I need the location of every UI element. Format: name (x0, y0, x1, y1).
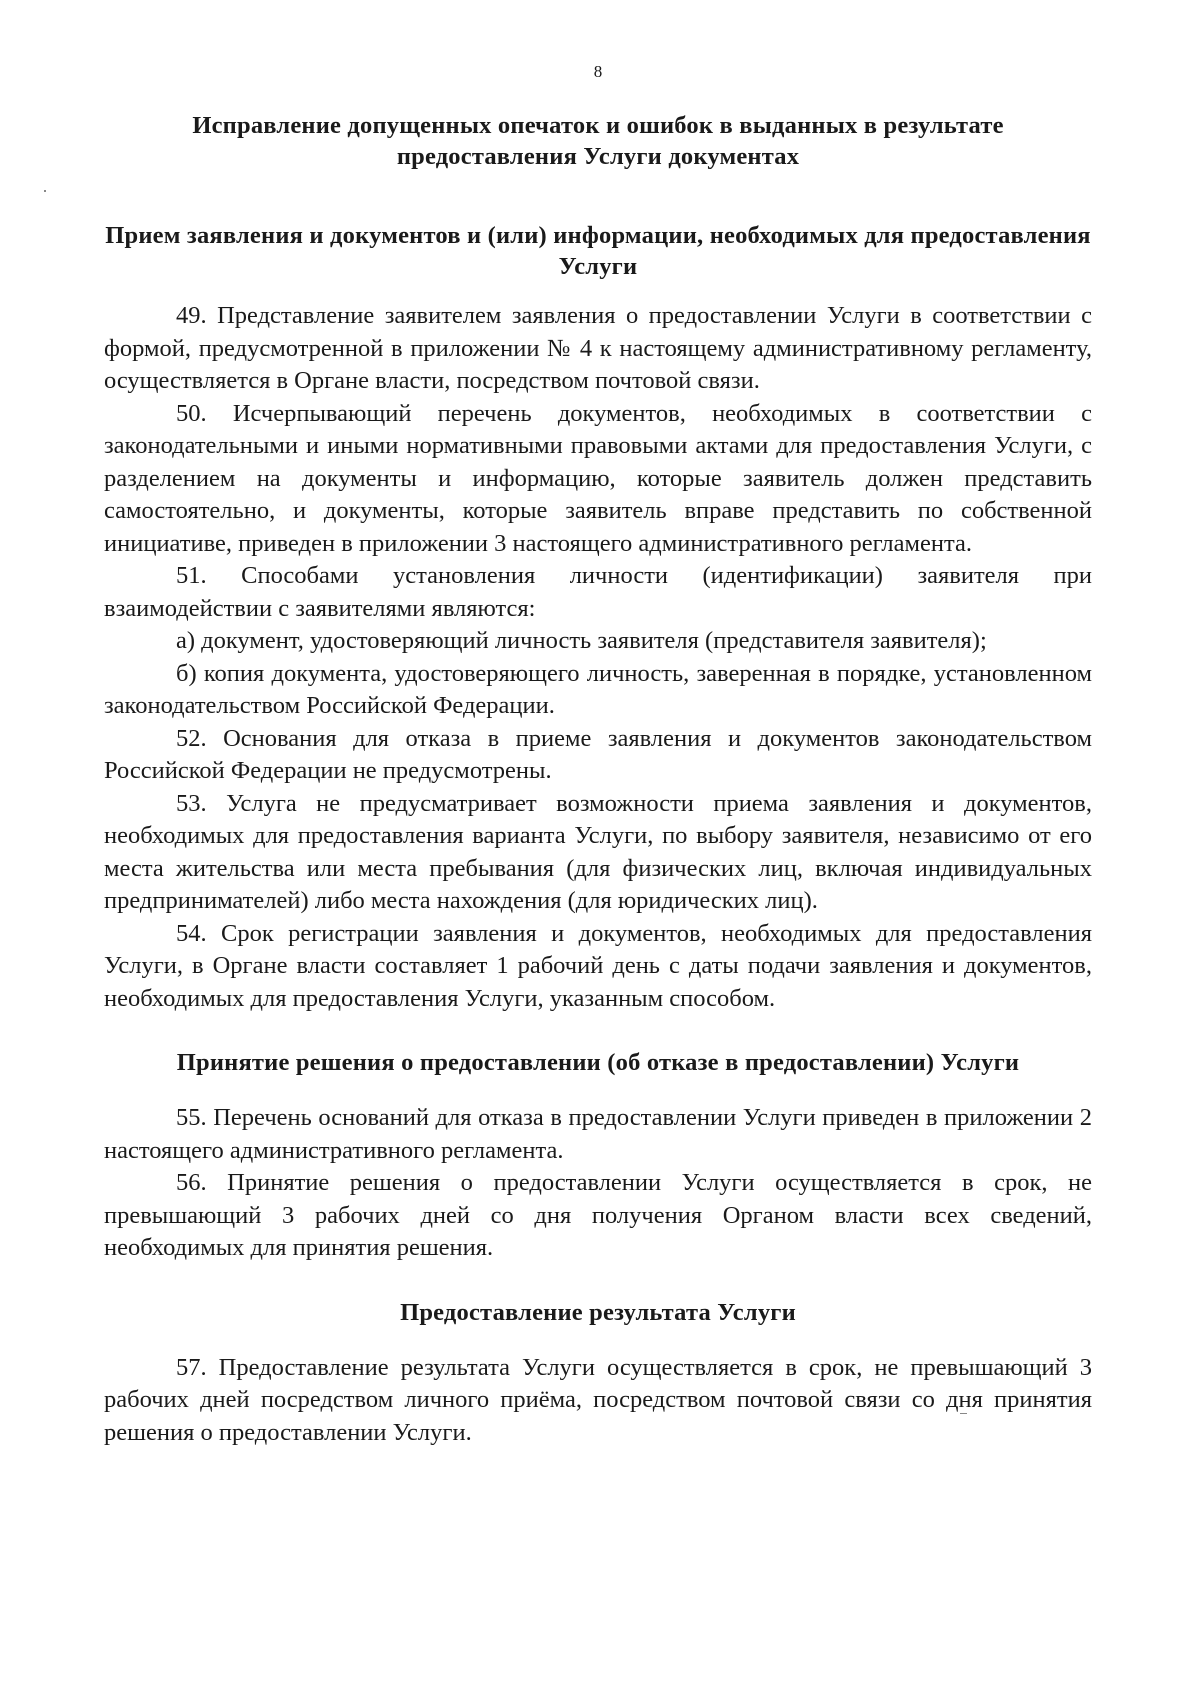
section-decision-heading: Принятие решения о предоставлении (об отказе в предоставлении) Услуги (176, 1049, 1020, 1076)
paragraph-54: 54. Срок регистрации заявления и документов, необходимых для предоставления Услуги, в Органе власти составляет 1 рабочий день с даты подачи заявления и документов, необходимых для предоставления Услуги, указанным способом. (104, 919, 1092, 1012)
paragraph-52: 52. Основания для отказа в приеме заявления и документов законодательством Российской Федерации не предусмотрены. (104, 724, 1092, 784)
main-heading: Исправление допущенных опечаток и ошибок в выданных в результате предоставления Услуги документах (192, 112, 1004, 170)
paragraph-57: 57. Предоставление результата Услуги осуществляется в срок, не превышающий 3 рабочих дней посредством личного приёма, посредством почтовой связи со дня принятия решения о предоставлении Услуги. (104, 1353, 1092, 1446)
scan-speck (44, 190, 46, 192)
paragraph-51b: б) копия документа, удостоверяющего личность, заверенная в порядке, установленном законодательством Российской Федерации. (104, 659, 1092, 719)
section-result (104, 1297, 1092, 1450)
page-number: 8 (593, 62, 603, 81)
paragraph-55: 55. Перечень оснований для отказа в предоставлении Услуги приведен в приложении 2 настоящего административного регламента. (104, 1104, 1092, 1164)
paragraph-49: 49. Представление заявителем заявления о предоставлении Услуги в соответствии с формой, предусмотренной в приложении № 4 к настоящему административному регламенту, осуществляется в Органе власти, посредством почтовой связи. (104, 302, 1092, 394)
paragraph-53: 53. Услуга не предусматривает возможности приема заявления и документов, необходимых для предоставления варианта Услуги, по выбору заявителя, независимо от его места жительства или места пребывания (для физических лиц, включая индивидуальных предпринимателей) либо места нахождения (для юридических лиц). (104, 789, 1092, 914)
scan-speck (960, 1413, 967, 1414)
paragraph-51a: а) документ, удостоверяющий личность заявителя (представителя заявителя); (176, 627, 987, 654)
section-intake (104, 220, 1092, 1015)
section-intake-heading: Прием заявления и документов и (или) информации, необходимых для предоставления Услуги (105, 222, 1091, 280)
paragraph-50: 50. Исчерпывающий перечень документов, необходимых в соответствии с законодательными и иными нормативными правовыми актами для предоставления Услуги, с разделением на документы и информацию, которые заявитель должен представить самостоятельно, и документы, которые заявитель вправе представить по собственной инициативе, приведен в приложении 3 настоящего административного регламента. (104, 399, 1092, 557)
paragraph-56: 56. Принятие решения о предоставлении Услуги осуществляется в срок, не превышающий 3 рабочих дней со дня получения Органом власти всех сведений, необходимых для принятия решения. (104, 1169, 1092, 1261)
section-result-heading: Предоставление результата Услуги (400, 1298, 796, 1326)
paragraph-51: 51. Способами установления личности (идентификации) заявителя при взаимодействии с заявителями являются: (104, 562, 1092, 622)
section-decision (104, 1047, 1092, 1265)
